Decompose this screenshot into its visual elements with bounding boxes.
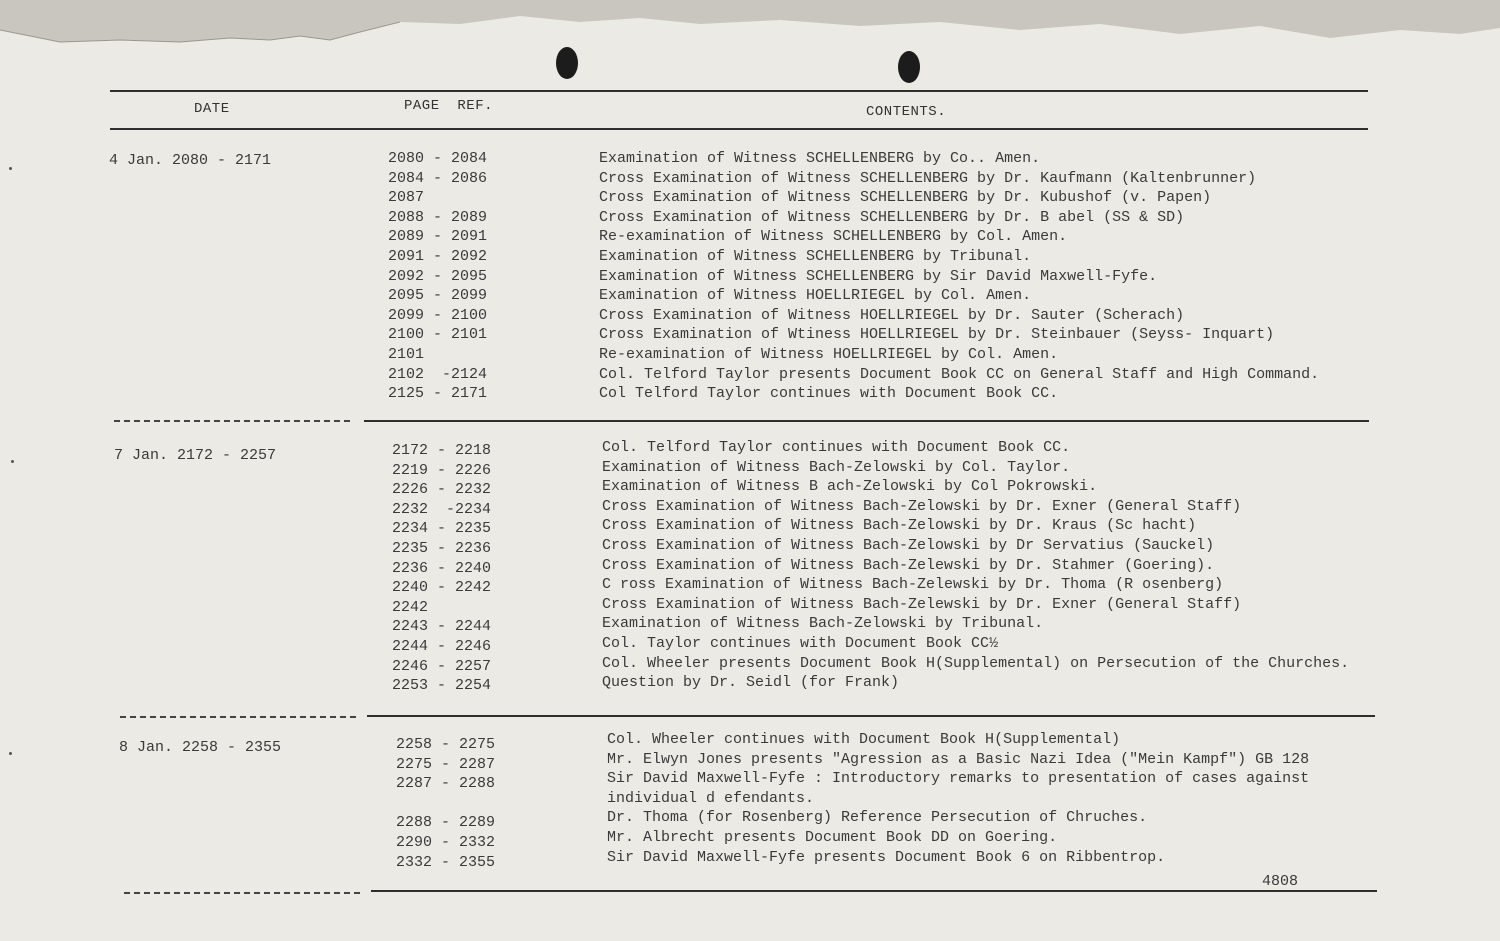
page-ref: 2226 - 2232 — [392, 481, 492, 499]
punch-hole-right — [898, 51, 920, 83]
page-ref: 2102 -2124 — [388, 365, 488, 383]
page-ref: 2087 — [388, 189, 425, 207]
page-ref: 2084 - 2086 — [388, 169, 488, 187]
margin-mark — [9, 167, 12, 170]
page-ref: 2219 - 2226 — [392, 461, 492, 479]
content-entry: Col Telford Taylor continues with Document Book CC. — [599, 385, 1059, 403]
page-ref: 2332 - 2355 — [396, 853, 496, 871]
torn-top-edge — [0, 0, 1500, 58]
content-entry: Examination of Witness Bach-Zelowski by Col. Taylor. — [602, 458, 1071, 476]
page-ref: 2232 -2234 — [392, 500, 492, 518]
page-ref: 2243 - 2244 — [392, 618, 492, 636]
page-ref: 2242 — [392, 598, 429, 616]
content-entry: Examination of Witness HOELLRIEGEL by Col. Amen. — [599, 287, 1032, 305]
page-ref: 2092 - 2095 — [388, 267, 488, 285]
page-ref: 2235 - 2236 — [392, 539, 492, 557]
section-divider — [364, 420, 1369, 422]
punch-hole-left — [556, 47, 578, 79]
page-ref: 2275 - 2287 — [396, 755, 496, 773]
page-ref: 2290 - 2332 — [396, 833, 496, 851]
content-entry: Sir David Maxwell-Fyfe : Introductory remarks to presentation of cases against — [607, 770, 1310, 788]
content-entry: Col. Telford Taylor continues with Document Book CC. — [602, 439, 1071, 456]
content-entry: Cross Examination of Witness Bach-Zelowski by Dr Servatius (Sauckel) — [602, 536, 1215, 554]
footer-divider — [371, 890, 1377, 892]
page-ref: 2244 - 2246 — [392, 637, 492, 655]
section-page-refs — [392, 441, 491, 696]
content-entry: Cross Examination of Witness SCHELLENBERG by Dr. Kubushof (v. Papen) — [599, 189, 1212, 207]
content-entry: Question by Dr. Seidl (for Frank) — [602, 674, 900, 692]
page-ref: 2125 - 2171 — [388, 385, 488, 403]
section-contents — [599, 149, 1319, 404]
content-entry: Cross Examination of Wtiness HOELLRIEGEL by Dr. Steinbauer (Seyss- Inquart) — [599, 326, 1275, 344]
content-entry: Cross Examination of Witness SCHELLENBERG by Dr. Kaufmann (Kaltenbrunner) — [599, 169, 1257, 187]
section-date: 7 Jan. 2172 - 2257 — [114, 447, 277, 464]
page-ref: 2172 - 2218 — [392, 442, 492, 459]
contents-column-header: CONTENTS. — [866, 104, 947, 120]
content-entry: Col. Wheeler continues with Document Book H(Supplemental) — [607, 731, 1121, 748]
content-entry: Cross Examination of Witness Bach-Zelewski by Dr. Stahmer (Goering). — [602, 556, 1215, 574]
content-entry: Mr. Albrecht presents Document Book DD on Goering. — [607, 828, 1058, 846]
content-entry: Dr. Thoma (for Rosenberg) Reference Persecution of Chruches. — [607, 809, 1148, 827]
page-ref: 2236 - 2240 — [392, 559, 492, 577]
date-column-header: DATE — [194, 101, 230, 117]
content-entry: Cross Examination of Witness Bach-Zelewski by Dr. Exner (General Staff) — [602, 595, 1242, 613]
section-contents — [602, 438, 1349, 693]
content-entry: Cross Examination of Witness SCHELLENBERG by Dr. B abel (SS & SD) — [599, 208, 1185, 226]
content-entry: individual d efendants. — [607, 789, 815, 807]
content-entry: Mr. Elwyn Jones presents "Agression as a Basic Nazi Idea ("Mein Kampf") GB 128 — [607, 750, 1310, 768]
page-ref: 2091 - 2092 — [388, 247, 488, 265]
margin-mark — [11, 460, 14, 463]
content-entry: Cross Examination of Witness Bach-Zelowski by Dr. Exner (General Staff) — [602, 497, 1242, 515]
page-ref: 2288 - 2289 — [396, 814, 496, 832]
section-date: 8 Jan. 2258 - 2355 — [119, 739, 282, 756]
content-entry: Examination of Witness Bach-Zelowski by Tribunal. — [602, 615, 1044, 633]
section-divider — [367, 715, 1375, 717]
content-entry: C ross Examination of Witness Bach-Zelewski by Dr. Thoma (R osenberg) — [602, 576, 1224, 594]
section-page-refs — [396, 735, 495, 872]
page-ref: 2088 - 2089 — [388, 208, 488, 226]
content-entry: Re-examination of Witness SCHELLENBERG by Col. Amen. — [599, 228, 1068, 246]
page-ref: 2089 - 2091 — [388, 228, 488, 246]
section-page-refs — [388, 149, 487, 404]
content-entry: Col. Telford Taylor presents Document Book CC on General Staff and High Command. — [599, 365, 1320, 383]
content-entry: Sir David Maxwell-Fyfe presents Document Book 6 on Ribbentrop. — [607, 848, 1166, 866]
header-top-rule — [110, 90, 1368, 92]
content-entry: Re-examination of Witness HOELLRIEGEL by Col. Amen. — [599, 345, 1059, 363]
page-ref-column-header: PAGE REF. — [404, 98, 494, 114]
page-ref: 2253 - 2254 — [392, 677, 492, 695]
content-entry: Col. Wheeler presents Document Book H(Supplemental) on Persecution of the Churches. — [602, 654, 1350, 672]
page-ref: 2246 - 2257 — [392, 657, 492, 675]
content-entry: Examination of Witness SCHELLENBERG by Tribunal. — [599, 247, 1032, 265]
page-ref — [396, 794, 495, 814]
page-ref: 2234 - 2235 — [392, 520, 492, 538]
content-entry: Examination of Witness SCHELLENBERG by Sir David Maxwell-Fyfe. — [599, 267, 1158, 285]
content-entry: Col. Taylor continues with Document Book CC½ — [602, 634, 999, 652]
content-entry: Cross Examination of Witness HOELLRIEGEL by Dr. Sauter (Scherach) — [599, 306, 1185, 324]
section-divider — [114, 420, 350, 422]
page-ref: 2101 — [388, 345, 425, 363]
header-bottom-rule — [110, 128, 1368, 130]
page-ref: 2099 - 2100 — [388, 306, 488, 324]
margin-mark — [9, 752, 12, 755]
page-ref: 2240 - 2242 — [392, 579, 492, 597]
section-date: 4 Jan. 2080 - 2171 — [109, 152, 272, 169]
page-ref: 2287 - 2288 — [396, 775, 496, 793]
footer-divider — [124, 892, 360, 894]
page-ref: 2100 - 2101 — [388, 326, 488, 344]
page-ref: 2095 - 2099 — [388, 287, 488, 305]
section-divider — [120, 716, 356, 718]
page-ref: 2080 - 2084 — [388, 150, 488, 167]
section-contents — [607, 730, 1309, 867]
page-number: 4808 — [1262, 873, 1299, 890]
page-ref: 2258 - 2275 — [396, 736, 496, 753]
content-entry: Examination of Witness SCHELLENBERG by Co.. Amen. — [599, 150, 1041, 167]
content-entry: Examination of Witness B ach-Zelowski by Col Pokrowski. — [602, 478, 1098, 496]
content-entry: Cross Examination of Witness Bach-Zelowski by Dr. Kraus (Sc hacht) — [602, 517, 1197, 535]
